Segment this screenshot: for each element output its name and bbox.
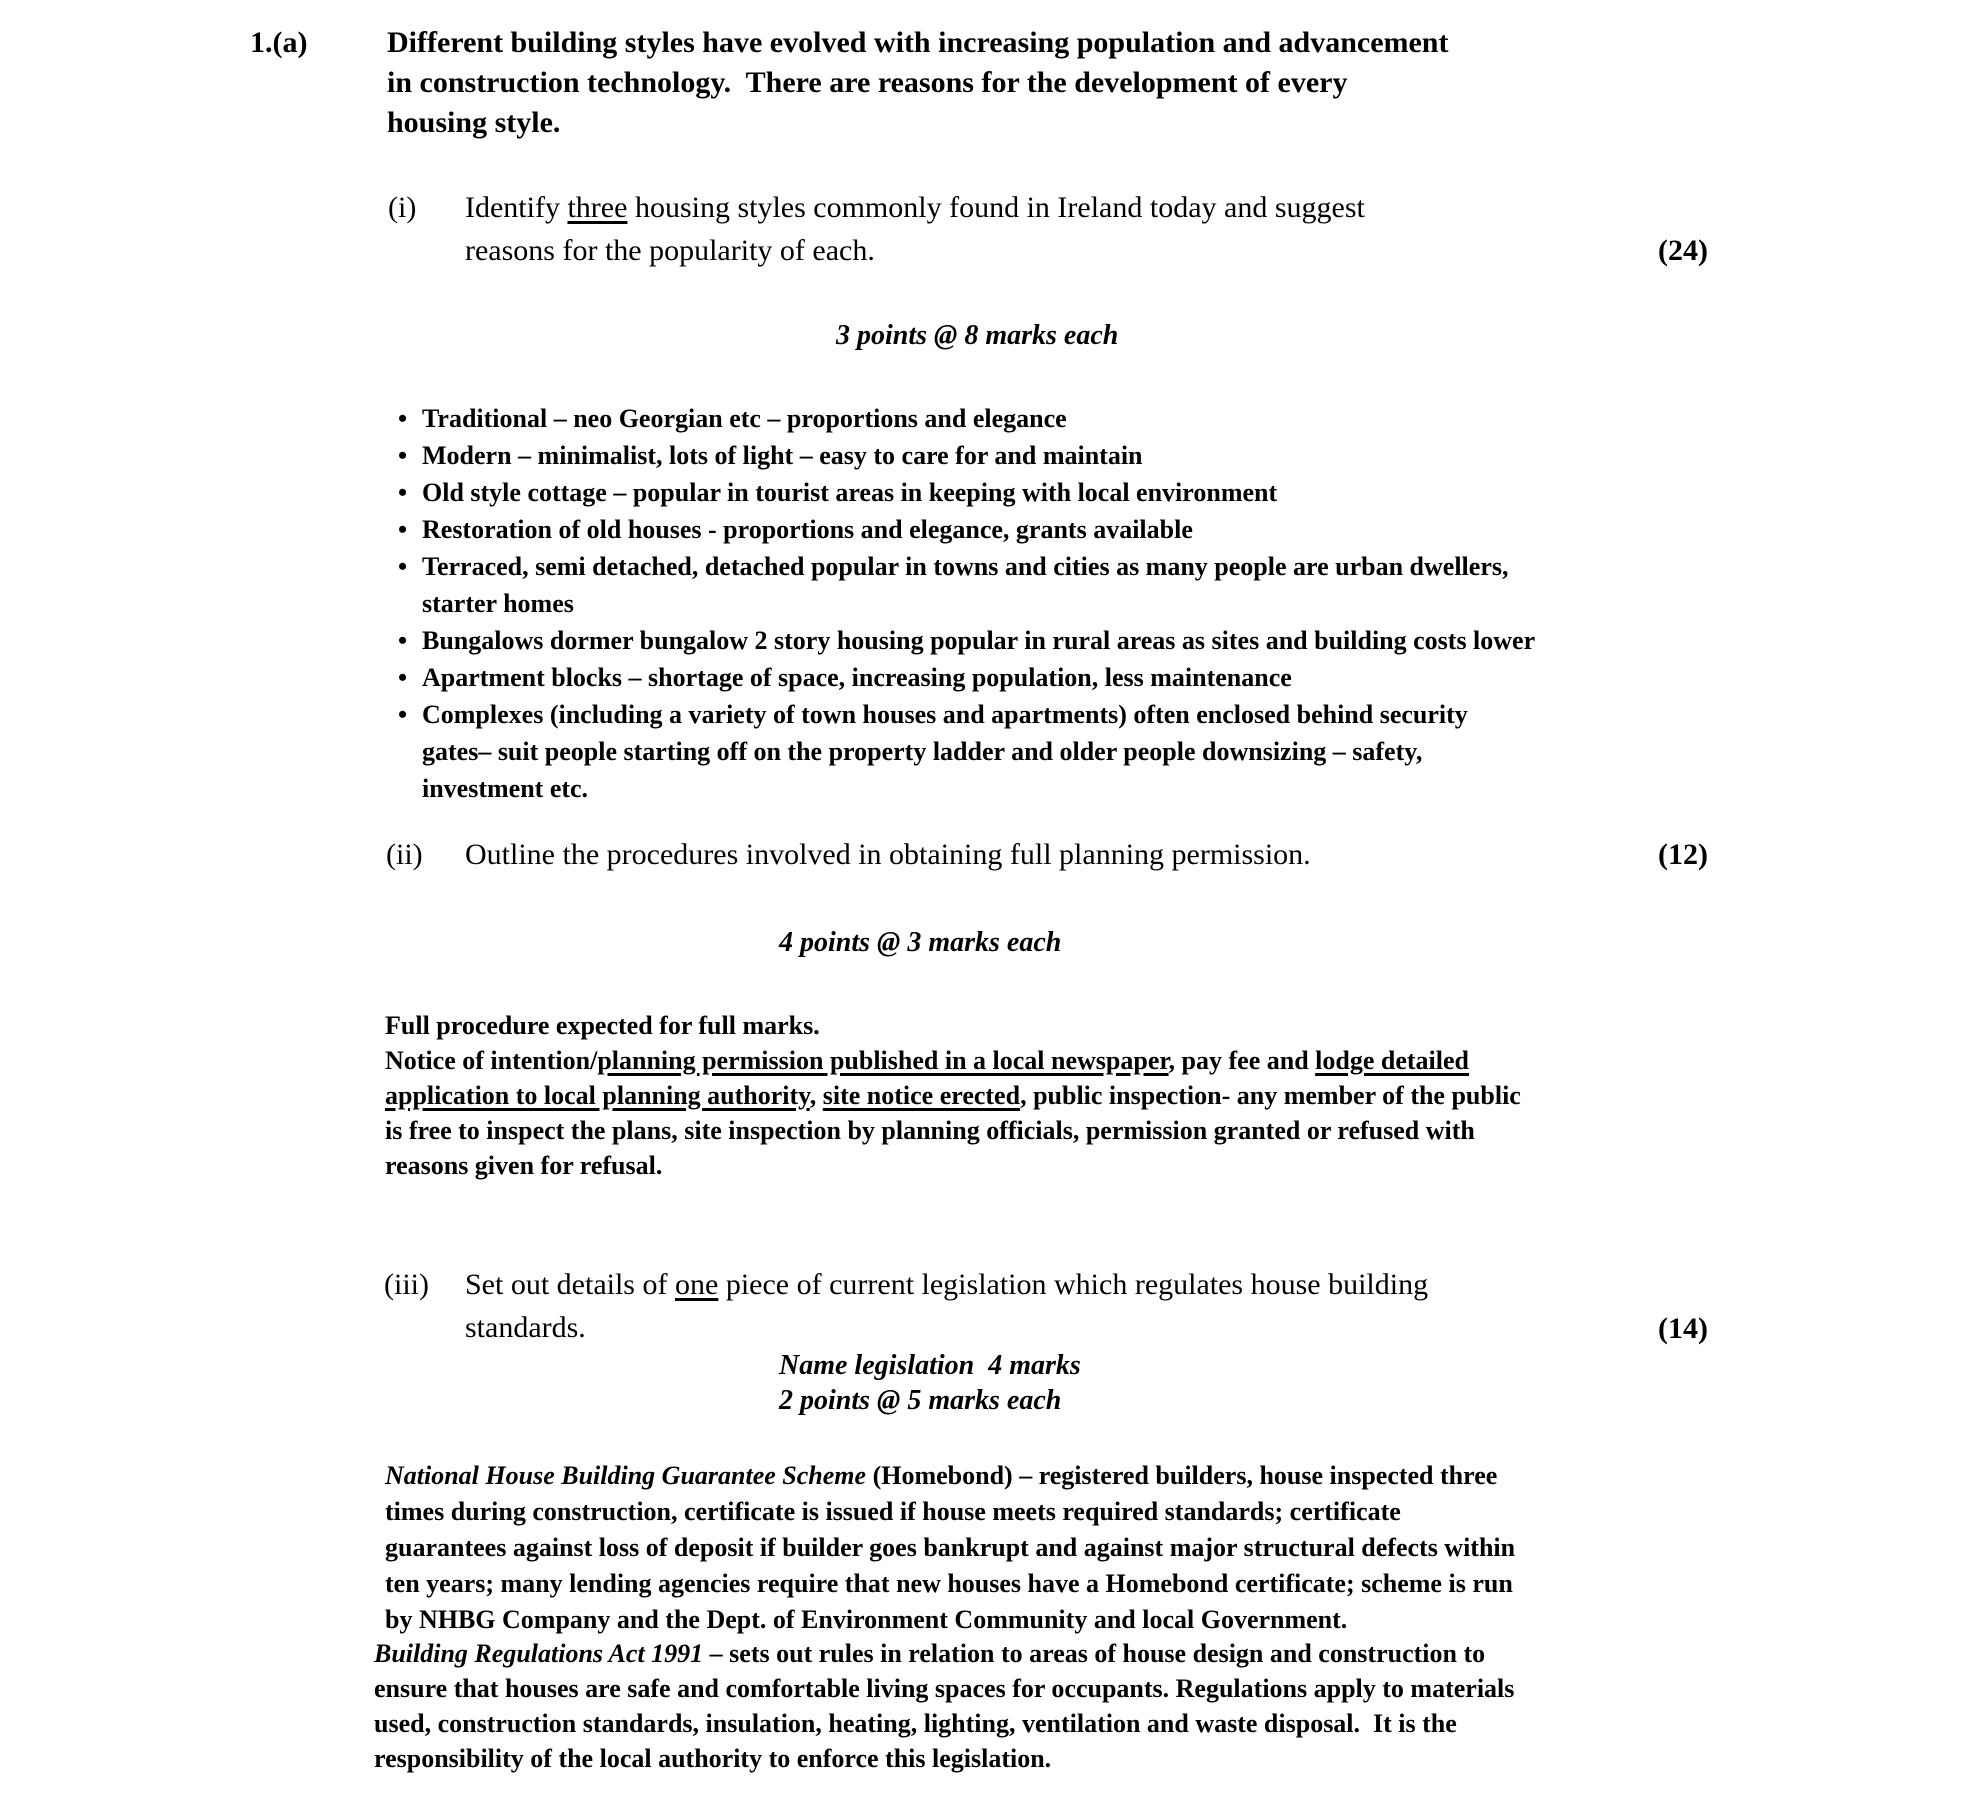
text-segment: ensure that houses are safe and comfortable living spaces for occupants. Regulations apply to materials xyxy=(374,1674,1515,1703)
text-segment: by NHBG Company and the Dept. of Environment Community and local Government. xyxy=(385,1605,1348,1634)
text-segment: Set out details of xyxy=(465,1268,675,1301)
part-ii-marks: (12) xyxy=(1658,838,1708,871)
italic-lead-text: National House Building Guarantee Scheme xyxy=(385,1461,867,1490)
text-line xyxy=(465,1263,1725,1306)
bullet-text: gates– suit people starting off on the property ladder and older people downsizing – safety, xyxy=(422,737,1423,766)
text-line xyxy=(374,1671,1770,1706)
bullet-item xyxy=(398,474,1758,511)
bullet-item xyxy=(398,622,1758,659)
bullet-item xyxy=(398,511,1758,548)
bullet-dot-icon: • xyxy=(398,663,408,692)
bullet-line xyxy=(398,474,1758,511)
bullet-item xyxy=(398,659,1758,696)
bullet-text: Apartment blocks – shortage of space, increasing population, less maintenance xyxy=(422,663,1292,692)
text-segment: Identify xyxy=(465,191,568,224)
bullet-item xyxy=(398,437,1758,474)
text-line xyxy=(385,1458,1770,1494)
part-ii-marking-scheme-note: 4 points @ 3 marks each xyxy=(779,927,1062,958)
bullet-text: Old style cottage – popular in tourist areas in keeping with local environment xyxy=(422,478,1278,507)
text-segment: Name legislation 4 marks xyxy=(779,1350,1081,1381)
text-segment: in construction technology. There are reasons for the development of every xyxy=(387,66,1348,99)
text-line xyxy=(385,1043,1770,1078)
part-i-question xyxy=(465,186,1725,272)
bullet-dot-icon: • xyxy=(398,626,408,655)
bullet-dot-icon: • xyxy=(398,700,408,729)
text-segment: 2 points @ 5 marks each xyxy=(779,1385,1062,1416)
bullet-text: Traditional – neo Georgian etc – proportions and elegance xyxy=(422,404,1067,433)
part-ii-label: (ii) xyxy=(386,838,423,871)
bullet-line xyxy=(398,400,1758,437)
text-line xyxy=(374,1636,1770,1671)
part-iii-answer-building-regulations xyxy=(374,1636,1770,1776)
bullet-line xyxy=(398,733,1758,770)
bullet-text: starter homes xyxy=(422,589,574,618)
text-line xyxy=(374,1741,1770,1776)
bullet-dot-icon: • xyxy=(398,441,408,470)
bullet-item xyxy=(398,548,1758,622)
bullet-text: Bungalows dormer bungalow 2 story housing popular in rural areas as sites and building costs lower xyxy=(422,626,1536,655)
text-line xyxy=(385,1566,1770,1602)
part-iii-label: (iii) xyxy=(384,1268,429,1301)
text-segment: reasons given for refusal. xyxy=(385,1151,663,1180)
italic-lead-text: Building Regulations Act 1991 xyxy=(374,1639,704,1668)
bullet-item xyxy=(398,400,1758,437)
text-line xyxy=(385,1113,1770,1148)
underlined-text: one xyxy=(674,1268,719,1301)
text-line xyxy=(779,1383,1081,1418)
text-line xyxy=(465,1306,1725,1349)
text-line xyxy=(779,1348,1081,1383)
bullet-text: Complexes (including a variety of town houses and apartments) often enclosed behind security xyxy=(422,700,1468,729)
bullet-line xyxy=(398,659,1758,696)
text-segment: housing styles commonly found in Ireland today and suggest xyxy=(627,191,1365,224)
text-segment: (Homebond) – registered builders, house inspected three xyxy=(866,1461,1498,1490)
text-segment: Different building styles have evolved with increasing population and advancement xyxy=(387,26,1449,59)
underlined-text: lodge detailed xyxy=(1315,1046,1469,1075)
underlined-text: planning permission published in a local newspaper xyxy=(597,1046,1169,1075)
text-segment: , public inspection- any member of the public xyxy=(1020,1081,1521,1110)
text-line xyxy=(374,1706,1770,1741)
bullet-item xyxy=(398,696,1758,807)
text-line xyxy=(385,1148,1770,1183)
text-segment: is free to inspect the plans, site inspection by planning officials, permission granted or refused with xyxy=(385,1116,1475,1145)
bullet-line xyxy=(398,437,1758,474)
text-line xyxy=(387,23,1527,63)
bullet-dot-icon: • xyxy=(398,478,408,507)
bullet-dot-icon: • xyxy=(398,404,408,433)
bullet-line xyxy=(398,696,1758,733)
text-segment: reasons for the popularity of each. xyxy=(465,234,875,267)
text-line xyxy=(387,63,1527,103)
text-line xyxy=(387,103,1527,143)
text-line xyxy=(385,1494,1770,1530)
part-ii-question: Outline the procedures involved in obtaining full planning permission. xyxy=(465,838,1311,871)
bullet-line xyxy=(398,770,1758,807)
bullet-dot-icon: • xyxy=(398,515,408,544)
text-segment: – sets out rules in relation to areas of house design and construction to xyxy=(703,1639,1486,1668)
text-segment: Notice of intention/ xyxy=(385,1046,598,1075)
underlined-text: site notice erected xyxy=(822,1081,1021,1110)
answer-intro-line: Full procedure expected for full marks. xyxy=(385,1011,820,1040)
text-segment: , xyxy=(809,1081,823,1110)
text-line xyxy=(465,229,1725,272)
underlined-text: application to local planning authority xyxy=(385,1081,810,1110)
bullet-text: Terraced, semi detached, detached popular in towns and cities as many people are urban dwellers, xyxy=(422,552,1509,581)
bullet-text: investment etc. xyxy=(422,774,589,803)
text-segment: housing style. xyxy=(387,106,561,139)
bullet-text: Restoration of old houses - proportions and elegance, grants available xyxy=(422,515,1193,544)
text-segment: times during construction, certificate is issued if house meets required standards; certificate xyxy=(385,1497,1401,1526)
text-line xyxy=(385,1530,1770,1566)
part-iii-answer-homebond xyxy=(385,1458,1770,1638)
text-segment: used, construction standards, insulation, heating, lighting, ventilation and waste disposal. It is the xyxy=(374,1709,1457,1738)
underlined-text: three xyxy=(567,191,628,224)
bullet-text: Modern – minimalist, lots of light – easy to care for and maintain xyxy=(422,441,1143,470)
text-segment: responsibility of the local authority to enforce this legislation. xyxy=(374,1744,1052,1773)
part-i-marking-scheme-note: 3 points @ 8 marks each xyxy=(836,320,1119,351)
question-number: 1.(a) xyxy=(250,26,308,59)
part-i-answer-bullets xyxy=(398,400,1758,807)
answer-notice-paragraph xyxy=(385,1043,1770,1183)
part-i-marks: (24) xyxy=(1658,234,1708,267)
part-iii-marking-scheme-note xyxy=(779,1348,1081,1418)
bullet-dot-icon: • xyxy=(398,552,408,581)
text-line xyxy=(385,1078,1770,1113)
part-iii-question xyxy=(465,1263,1725,1349)
text-segment: standards. xyxy=(465,1311,586,1344)
text-line xyxy=(385,1602,1770,1638)
bullet-line xyxy=(398,622,1758,659)
text-segment: piece of current legislation which regulates house building xyxy=(718,1268,1429,1301)
part-ii-answer xyxy=(385,1008,1770,1183)
bullet-line xyxy=(398,511,1758,548)
text-line xyxy=(465,186,1725,229)
text-segment: ten years; many lending agencies require that new houses have a Homebond certificate; scheme is run xyxy=(385,1569,1513,1598)
bullet-line xyxy=(398,548,1758,585)
text-segment: guarantees against loss of deposit if builder goes bankrupt and against major structural defects within xyxy=(385,1533,1516,1562)
text-segment: , pay fee and xyxy=(1168,1046,1316,1075)
question-header-text xyxy=(387,23,1527,143)
bullet-line xyxy=(398,585,1758,622)
part-iii-marks: (14) xyxy=(1658,1312,1708,1345)
part-i-label: (i) xyxy=(388,191,417,224)
